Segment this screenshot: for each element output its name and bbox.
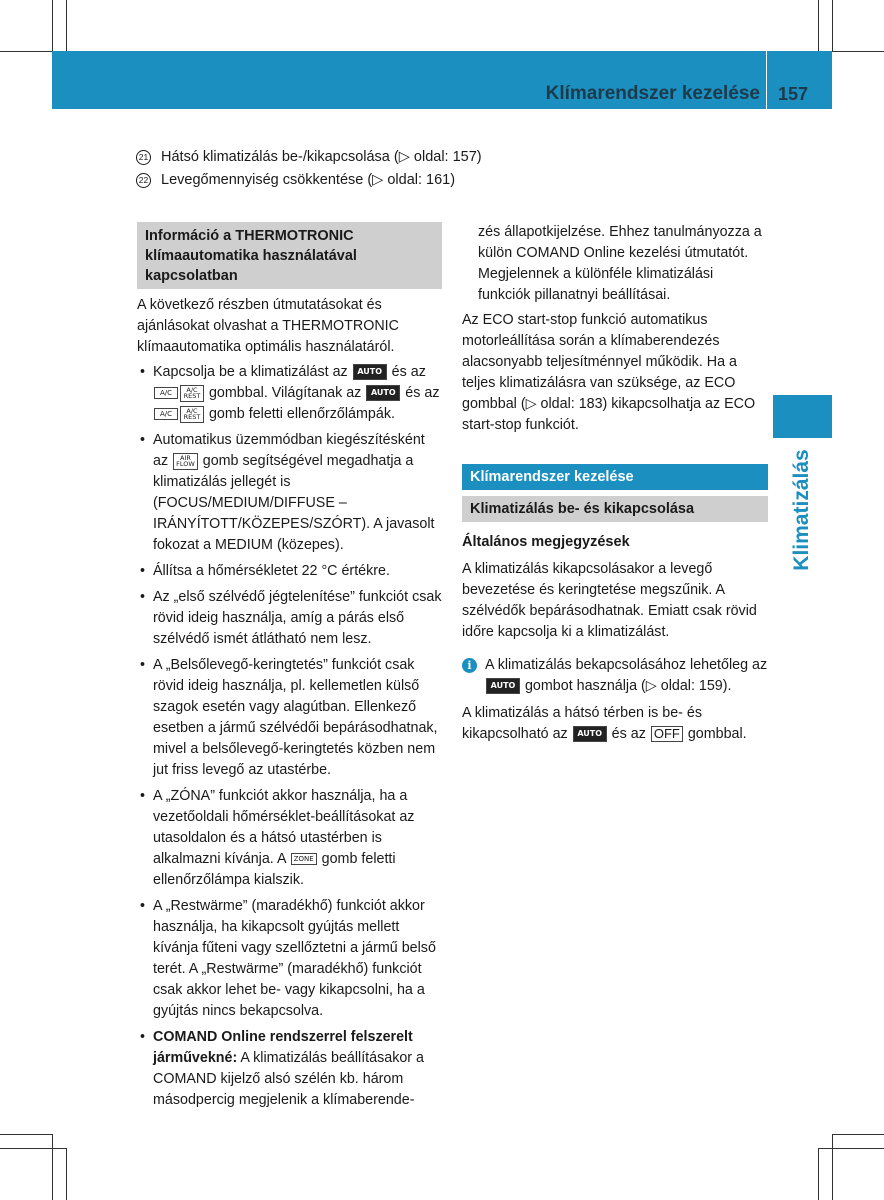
section-heading: Információ a THERMOTRONIC klímaautomatika használatával kapcsolatban: [137, 222, 442, 289]
auto-button-icon: AUTO: [353, 364, 387, 380]
continuation-paragraph: zés állapotkijelzése. Ehhez tanulmányozza a külön COMAND Online kezelési útmutatót. Megjelennek a különféle klimatizálási funkciók pillanatnyi beállításai.: [478, 224, 762, 303]
info-icon: i: [462, 658, 477, 673]
list-item: • Kapcsolja be a klimatizálást az AUTO és az A/C A/C REST gombbal. Világítanak az AUTO és az A/C A/C REST gomb feletti ellenőrzőlámpák.: [137, 362, 442, 425]
eco-paragraph: Az ECO start-stop funkció automatikus motorleállítása során a klímaberendezés alacsonyabb teljesítménnyel működik. Ha a teljes klimatizálásra van szüksége, az ECO gombbal (▷ oldal: 183) kikapcsolhatja az ECO start-stop funkciót.: [462, 312, 756, 433]
list-item: • Állítsa a hőmérsékletet 22 °C értékre.: [137, 561, 442, 582]
chapter-label: Klimatizálás: [790, 449, 813, 571]
auto-button-icon: AUTO: [366, 385, 400, 401]
crop-mark: [52, 1134, 53, 1200]
crop-mark: [832, 0, 833, 52]
page-number: 157: [778, 84, 809, 104]
header-divider: [766, 51, 767, 109]
crop-mark: [66, 1148, 67, 1200]
page-header-title: Klímarendszer kezelése: [545, 83, 760, 104]
general-heading: Általános megjegyzések: [462, 534, 630, 550]
rear-paragraph: A klimatizálás a hátsó térben is be- és kikapcsolható az AUTO és az OFF gombbal.: [462, 705, 747, 742]
bold-lead: COMAND Online rendszerrel felszerelt járművekné:: [153, 1029, 413, 1066]
tips-list: [137, 362, 442, 1111]
legend-item: [136, 169, 482, 192]
ac-rest-button-icon: A/C REST: [180, 385, 204, 402]
crop-mark: [818, 1148, 819, 1200]
crop-mark: [832, 51, 884, 52]
crop-mark: [818, 1148, 884, 1149]
legend-text: Hátsó klimatizálás be-/kikapcsolása (▷ oldal: 157): [161, 149, 482, 165]
subsection-heading: Klimatizálás be- és kikapcsolása: [462, 496, 768, 522]
right-column: [462, 222, 768, 745]
number-circle: 22: [136, 173, 151, 188]
legend-text: Levegőmennyiség csökkentése (▷ oldal: 161): [161, 172, 456, 188]
info-note: i A klimatizálás bekapcsolásához lehetőleg az AUTO gombot használja (▷ oldal: 159).: [462, 655, 768, 697]
list-item: • COMAND Online rendszerrel felszerelt járművekné: A klimatizálás beállításakor a COMAND kijelző alsó szélén kb. három másodpercig megjelenik a klímaberende-: [137, 1027, 442, 1111]
crop-mark: [818, 0, 819, 52]
left-column: [137, 222, 442, 1116]
list-item: • A „Restwärme” (maradékhő) funkciót akkor használja, ha kikapcsolt gyújtás mellett kívánja fűteni vagy szellőztetni a jármű belső terét. A „Restwärme” (maradékhő) funkciót csak akkor lehet be- vagy kikapcsolni, ha a gyújtás nincs bekapcsolva.: [137, 896, 442, 1022]
crop-mark: [0, 51, 52, 52]
legend-list: [136, 146, 482, 192]
legend-item: [136, 146, 482, 169]
section-heading-blue: Klímarendszer kezelése: [462, 464, 768, 490]
zone-button-icon: ZONE: [291, 853, 317, 865]
crop-mark: [0, 1134, 52, 1135]
general-paragraph: A klimatizálás kikapcsolásakor a levegő bevezetése és keringtetése megszűnik. A szélvédők bepárásodhatnak. Emiatt csak rövid időre kapcsolja ki a klimatizálást.: [462, 561, 757, 640]
intro-paragraph: A következő részben útmutatásokat és ajánlásokat olvashat a THERMOTRONIC klímaautomatika optimális használatáról.: [137, 297, 399, 355]
airflow-button-icon: AIR FLOW: [173, 453, 198, 470]
off-button-icon: OFF: [651, 726, 683, 742]
list-item: • Az „első szélvédő jégtelenítése” funkciót csak rövid ideig használja, amíg a párás első szélvédő ismét átlátható nem lesz.: [137, 587, 442, 650]
ac-rest-button-icon: A/C REST: [180, 406, 204, 423]
ac-button-icon: A/C: [154, 408, 178, 420]
chapter-tab: [773, 395, 832, 438]
list-item: • A „ZÓNA” funkciót akkor használja, ha a vezetőoldali hőmérséklet-beállításokat az utasoldalon és a hátsó utastérben is alkalmazni kívánja. A ZONE gomb feletti ellenőrzőlámpa kialszik.: [137, 786, 442, 891]
crop-mark: [832, 1134, 833, 1200]
crop-mark: [832, 1134, 884, 1135]
crop-mark: [0, 1148, 66, 1149]
number-circle: 21: [136, 150, 151, 165]
auto-button-icon: AUTO: [573, 726, 607, 742]
auto-button-icon: AUTO: [486, 678, 520, 694]
list-item: • A „Belsőlevegő-keringtetés” funkciót csak rövid ideig használja, pl. kellemetlen külső szagok esetén vagy alagútban. Ellenkező esetben a jármű szélvédői bepárásodhatnak, mivel a belsőlevegő-keringtetés közben nem jut friss levegő az utastérbe.: [137, 655, 442, 781]
crop-mark: [66, 0, 67, 52]
crop-mark: [52, 0, 53, 52]
list-item: • Automatikus üzemmódban kiegészítésként az AIR FLOW gomb segítségével megadhatja a klimatizálás jellegét is (FOCUS/MEDIUM/DIFFUSE – IRÁNYÍTOTT/KÖZEPES/SZÓRT). A javasolt fokozat a MEDIUM (közepes).: [137, 430, 442, 556]
ac-button-icon: A/C: [154, 387, 178, 399]
